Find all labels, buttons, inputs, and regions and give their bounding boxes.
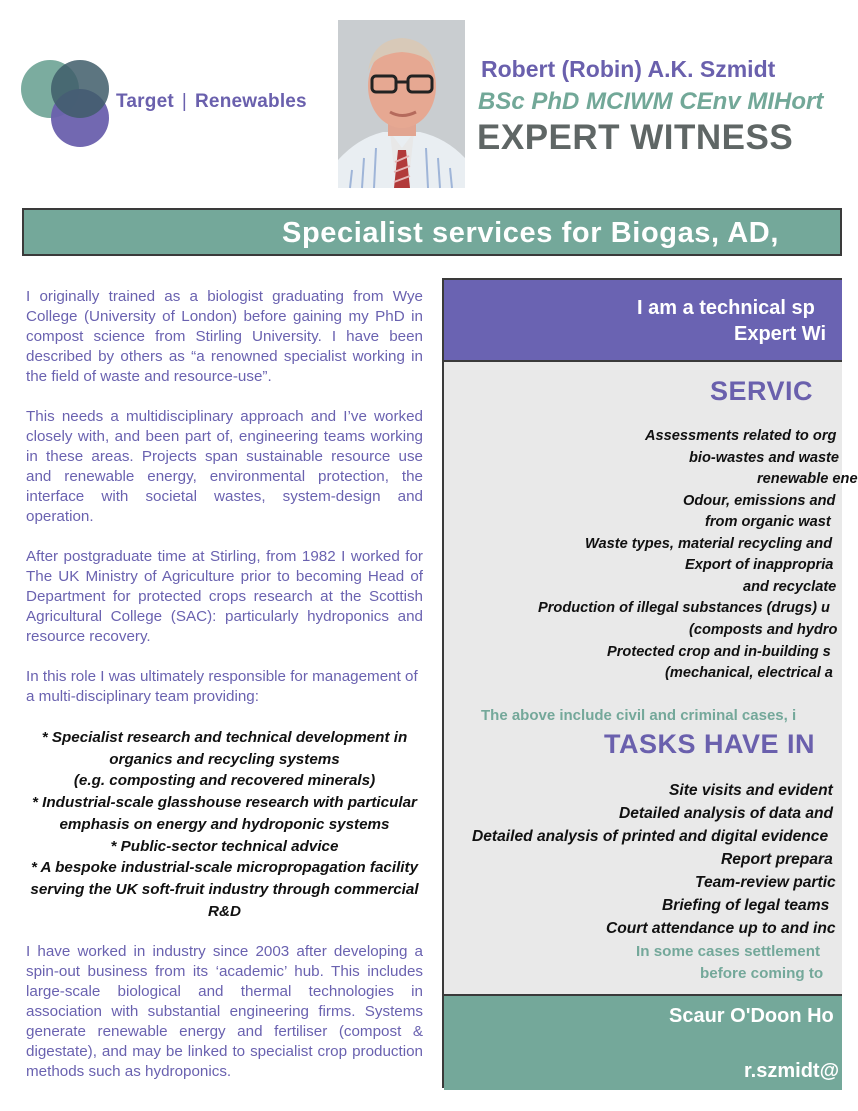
cases-note: The above include civil and criminal cases, i (481, 707, 797, 724)
brand-left: Target (116, 91, 174, 112)
task-item: Site visits and evident (669, 782, 833, 799)
panel-header (444, 280, 842, 362)
services-heading: SERVIC (710, 376, 814, 406)
service-item: (mechanical, electrical a (665, 665, 833, 681)
bio-paragraph-5: I have worked in industry since 2003 after developing a spin-out business from its ‘academic’ hub. This includes large-scale biological and thermal technologies in association with substantial engineering firms. Systems generate renewable energy and fertiliser (compost & digestate), and may be linked to specialist crop production methods such as hydroponics. (26, 943, 423, 1081)
bio-paragraph-2: This needs a multidisciplinary approach and I’ve worked closely with, and been part of, engineering teams working in these areas. Projects span sustainable resource use and renewable energy, environmental protection, the interface with societal wastes, system-design and operation. (26, 408, 423, 525)
task-item: Detailed analysis of data and (619, 805, 834, 822)
responsibility-list (26, 727, 423, 922)
expert-witness-title: EXPERT WITNESS (477, 118, 794, 157)
list-item: * Public-sector technical advice (110, 837, 339, 855)
service-item: and recyclate (743, 579, 837, 595)
expert-name: Robert (Robin) A.K. Szmidt (481, 56, 776, 82)
panel-header-line-1: I am a technical sp (637, 297, 815, 319)
bio-paragraph-1: I originally trained as a biologist graduating from Wye College (University of London) before gaining my PhD in compost science from Stirling University. I have been described by others as “a renowned specialist working in the field of waste and resource-use”. (26, 288, 423, 385)
task-item: Team-review partic (695, 874, 836, 891)
service-item: Protected crop and in-building s (607, 644, 831, 660)
services-panel (442, 278, 858, 1088)
logo-circles-icon (20, 58, 112, 150)
brand-name (116, 91, 307, 113)
service-item: renewable ene (757, 471, 858, 487)
panel-header-line-2: Expert Wi (734, 323, 827, 345)
contact-footer (444, 994, 842, 1090)
banner-text: Specialist services for Biogas, AD, (282, 217, 780, 249)
contact-email: r.szmidt@ (744, 1060, 840, 1082)
biography-column (26, 287, 423, 1102)
service-item: Waste types, material recycling and (585, 536, 833, 552)
services-banner (22, 208, 842, 256)
brand-right: Renewables (195, 91, 307, 112)
task-item: Briefing of legal teams (662, 897, 830, 914)
service-item: Production of illegal substances (drugs) u (538, 600, 830, 616)
target-renewables-logo (20, 58, 330, 150)
list-item: * A bespoke industrial-scale micropropagation facility serving the UK soft-fruit industry through commercial R&D (30, 859, 419, 920)
task-item: Report prepara (721, 851, 833, 868)
task-item: Court attendance up to and inc (606, 920, 836, 937)
tasks-heading: TASKS HAVE IN (604, 729, 816, 759)
service-item: bio-wastes and waste (689, 450, 840, 466)
settlement-note-line-2: before coming to (700, 965, 824, 982)
brand-separator: | (181, 91, 187, 112)
list-item: * Specialist research and technical development in organics and recycling systems (e.g. composting and recovered minerals) (41, 729, 408, 790)
contact-address: Scaur O'Doon Ho (669, 1005, 834, 1027)
task-item: Detailed analysis of printed and digital evidence (472, 828, 829, 845)
list-item: * Industrial-scale glasshouse research with particular emphasis on energy and hydroponic systems (32, 794, 417, 833)
service-item: Export of inappropria (685, 557, 834, 573)
service-item: (composts and hydro (689, 622, 838, 638)
settlement-note-line-1: In some cases settlement (636, 943, 821, 960)
service-item: from organic wast (705, 514, 831, 530)
qualifications: BSc PhD MCIWM CEnv MIHort (478, 88, 824, 115)
service-item: Odour, emissions and (683, 493, 836, 509)
service-item: Assessments related to org (645, 428, 837, 444)
portrait-photo (338, 20, 465, 188)
bio-paragraph-3: After postgraduate time at Stirling, from 1982 I worked for The UK Ministry of Agriculture prior to becoming Head of Department for protected crops research at the Scottish Agricultural College (SAC): particularly hydroponics and resource recovery. (26, 548, 423, 645)
bio-paragraph-4: In this role I was ultimately responsible for management of a multi-disciplinary team providing: (26, 668, 418, 705)
